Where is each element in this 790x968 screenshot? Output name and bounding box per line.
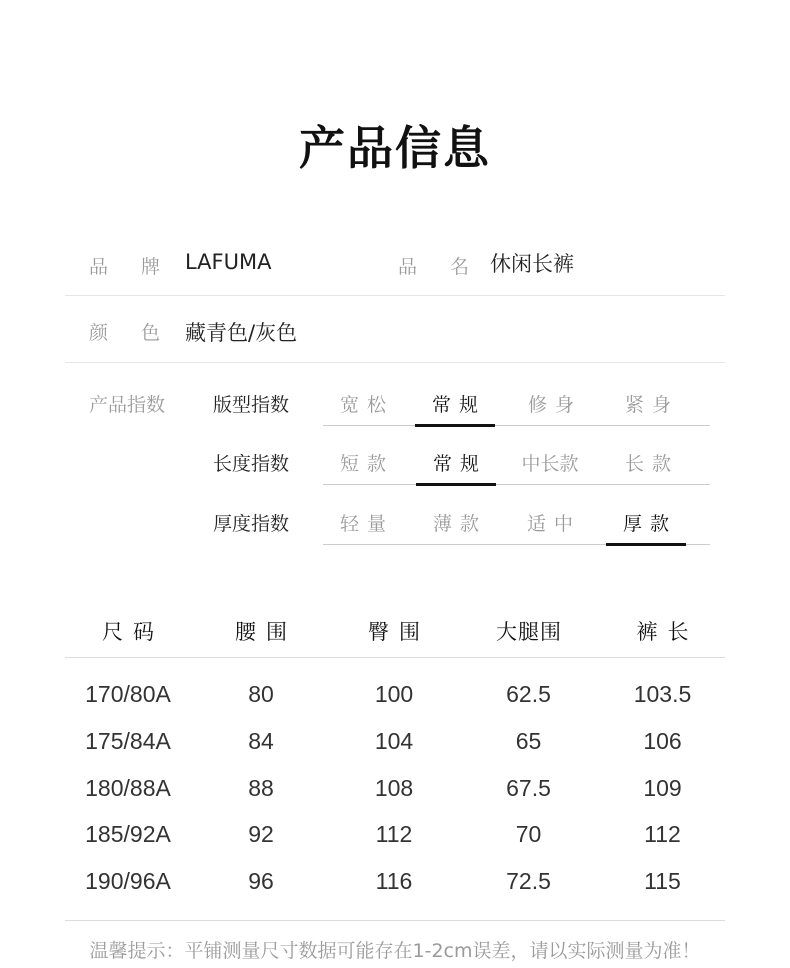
name-label: 品名	[398, 256, 503, 278]
size-table	[65, 604, 725, 894]
index-options	[323, 386, 710, 426]
table-cell: 62.5	[506, 681, 551, 707]
color-label: 颜色	[89, 322, 194, 344]
size-table-header	[65, 604, 725, 658]
color-value: 藏青色/灰色	[185, 321, 298, 345]
table-cell: 96	[248, 868, 274, 894]
table-cell: 115	[644, 868, 681, 894]
index-option: 薄款	[432, 513, 487, 535]
index-option-selected: 厚款	[622, 513, 677, 535]
table-cell: 180/88A	[85, 775, 171, 801]
table-cell: 170/80A	[85, 681, 171, 707]
table-cell: 84	[248, 728, 274, 754]
index-option: 短款	[339, 453, 394, 475]
table-cell: 112	[375, 821, 413, 847]
table-row	[65, 868, 725, 915]
name-value: 休闲长裤	[490, 252, 574, 276]
index-option: 轻量	[339, 513, 394, 535]
table-cell: 88	[248, 775, 274, 801]
table-cell: 80	[248, 681, 274, 707]
page-title: 产品信息	[299, 121, 491, 175]
index-option: 紧身	[624, 394, 679, 416]
selected-indicator	[606, 543, 686, 546]
index-option: 修身	[527, 394, 582, 416]
table-row	[65, 775, 725, 822]
column-header-thigh: 大腿围	[496, 620, 562, 644]
column-header-waist: 腰围	[235, 620, 297, 644]
table-cell: 106	[643, 728, 682, 754]
table-cell: 112	[644, 821, 681, 847]
selected-indicator	[415, 424, 495, 427]
brand-label: 品牌	[89, 256, 194, 278]
table-cell: 109	[643, 775, 682, 801]
table-cell: 65	[515, 728, 542, 754]
table-cell: 185/92A	[85, 821, 171, 847]
index-name: 长度指数	[213, 453, 290, 475]
table-cell: 175/84A	[85, 728, 171, 754]
column-header-hip: 臀围	[368, 620, 430, 644]
column-header-length: 裤长	[636, 620, 699, 644]
index-name: 厚度指数	[213, 513, 290, 535]
table-cell: 116	[375, 868, 413, 894]
table-cell: 108	[374, 775, 414, 801]
table-cell: 92	[248, 821, 274, 847]
selected-indicator	[416, 483, 496, 486]
index-row	[213, 505, 710, 545]
table-row	[65, 681, 725, 728]
table-row	[65, 728, 725, 775]
measurement-tip: 温馨提示：平铺测量尺寸数据可能存在1-2cm误差，请以实际测量为准！	[89, 940, 701, 962]
info-row-brand	[65, 230, 725, 296]
table-cell: 100	[374, 681, 414, 707]
index-option-selected: 常规	[431, 394, 486, 416]
brand-value: LAFUMA	[185, 250, 272, 274]
table-cell: 103.5	[633, 681, 692, 707]
column-header-size: 尺码	[102, 620, 164, 644]
table-cell: 72.5	[506, 868, 551, 894]
index-option: 长款	[624, 453, 679, 475]
table-cell: 104	[374, 728, 414, 754]
index-option: 中长款	[521, 453, 579, 475]
index-option: 宽松	[339, 394, 394, 416]
table-cell: 190/96A	[85, 868, 171, 894]
indices-heading: 产品指数	[89, 394, 166, 416]
index-options	[323, 445, 710, 485]
index-option: 适中	[526, 513, 581, 535]
table-row	[65, 821, 725, 868]
info-row-color	[65, 297, 725, 363]
index-row	[213, 445, 710, 485]
index-name: 版型指数	[213, 394, 290, 416]
index-options	[323, 505, 710, 545]
table-cell: 67.5	[506, 775, 551, 801]
table-bottom-divider	[65, 920, 725, 921]
table-cell: 70	[515, 821, 542, 847]
index-option-selected: 常规	[432, 453, 487, 475]
index-row	[213, 386, 710, 426]
